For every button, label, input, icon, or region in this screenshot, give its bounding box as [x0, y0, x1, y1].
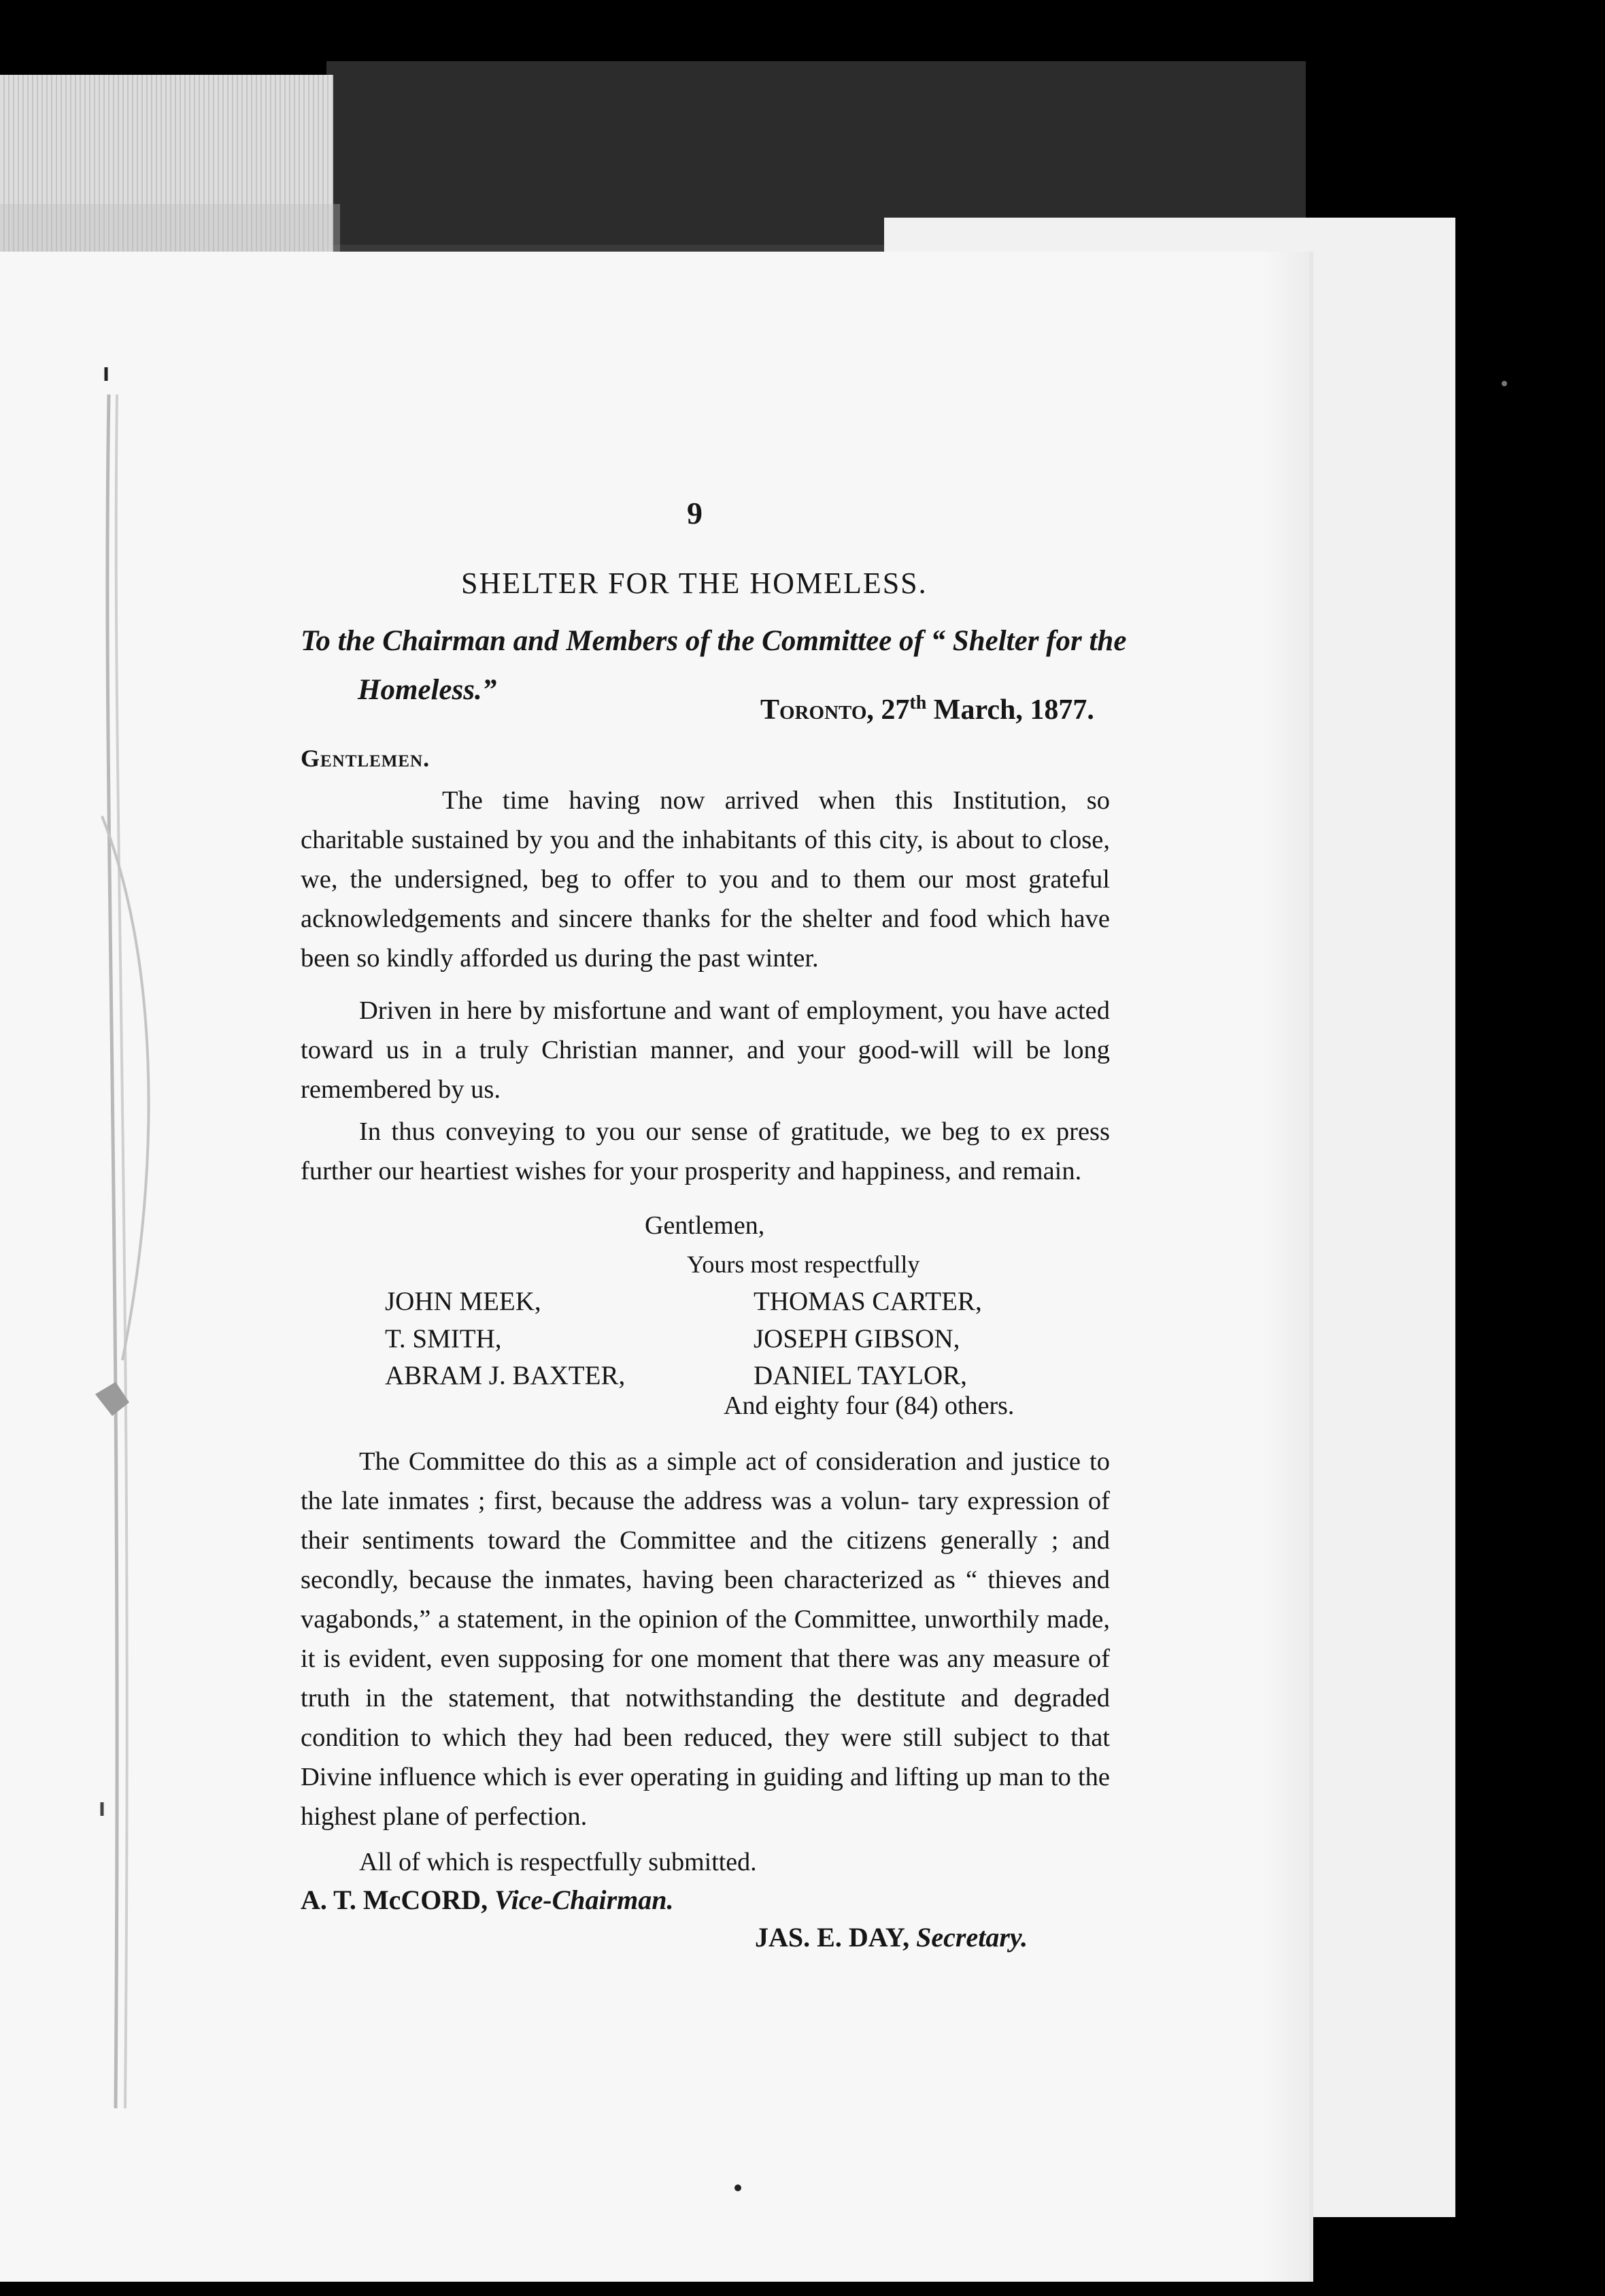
committee-paragraph [301, 1442, 1110, 1836]
page-heading: SHELTER FOR THE HOMELESS. [461, 567, 928, 600]
address-line-2: Homeless.” [358, 674, 497, 706]
closing-yours: Yours most respectfully [687, 1251, 920, 1278]
signatory: T. SMITH, [385, 1324, 502, 1353]
vice-chairman-name: A. T. McCORD, [301, 1885, 488, 1915]
dateline [760, 692, 1094, 726]
document-page [0, 252, 1309, 2282]
speck [1502, 381, 1507, 386]
paragraph-text: In thus conveying to you our sense of gratitude, we beg to ex press further our heartiest wishes for your prosperity and happiness, and remain. [301, 1117, 1110, 1185]
page-number: 9 [687, 496, 703, 530]
secretary-role: Secretary. [916, 1922, 1028, 1953]
closing-gentlemen: Gentlemen, [645, 1211, 765, 1240]
dateline-rest: March, 1877. [933, 694, 1094, 726]
vice-chairman-signature [301, 1884, 674, 1916]
letter-paragraph-2 [301, 991, 1110, 1109]
signatory: THOMAS CARTER, [754, 1287, 982, 1316]
salutation: Gentlemen. [301, 745, 430, 772]
signatory: DANIEL TAYLOR, [754, 1361, 967, 1390]
secretary-name: JAS. E. DAY, [755, 1922, 910, 1953]
paragraph-text: The time having now arrived when this Institution, so charitable sustained by you and the inhabitants of this city, is about to close, we, the undersigned, beg to offer to you and to them our most grateful acknowledgements and sincere thanks for the shelter and food which have been so kindly afforded us during the past winter. [301, 786, 1110, 973]
submitted-line: All of which is respectfully submitted. [359, 1848, 757, 1876]
letter-paragraph-3 [301, 1112, 1110, 1191]
speck [734, 2184, 741, 2191]
signatory: JOSEPH GIBSON, [754, 1324, 960, 1353]
dateline-day: 27 [881, 694, 910, 726]
address-line-1: To the Chairman and Members of the Committee of “ Shelter for the [301, 625, 1127, 657]
paragraph-text: Driven in here by misfortune and want of employment, you have acted toward us in a truly Christian manner, and your good-will will be long remembered by us. [301, 996, 1110, 1104]
vice-chairman-role: Vice-Chairman. [494, 1885, 674, 1915]
secretary-signature [755, 1921, 1028, 1953]
letter-paragraph-1 [301, 781, 1110, 978]
dateline-suffix: th [909, 692, 927, 713]
page-edge [1262, 252, 1309, 2282]
dateline-place: Toronto, [760, 694, 874, 726]
signatory: JOHN MEEK, [385, 1287, 541, 1316]
other-signatories: And eighty four (84) others. [724, 1391, 1015, 1420]
stitch-binding [82, 340, 177, 2108]
signatory: ABRAM J. BAXTER, [385, 1361, 626, 1390]
paragraph-text: The Committee do this as a simple act of consideration and justice to the late inmates ; first, because the address was a volun- tary expression of their sentiments toward the Committee and the citizens generally ; and secondly, because the inmates, having been characterized as “ thieves and vagabonds,” a statement, in the opinion of the Committee, unworthily made, it is evident, even supposing for one moment that there was any measure of truth in the statement, that notwithstanding the destitute and degraded condition to which they had been reduced, they were still subject to that Divine influence which is ever operating in guiding and lifting up man to the highest plane of perfection. [301, 1447, 1110, 1831]
